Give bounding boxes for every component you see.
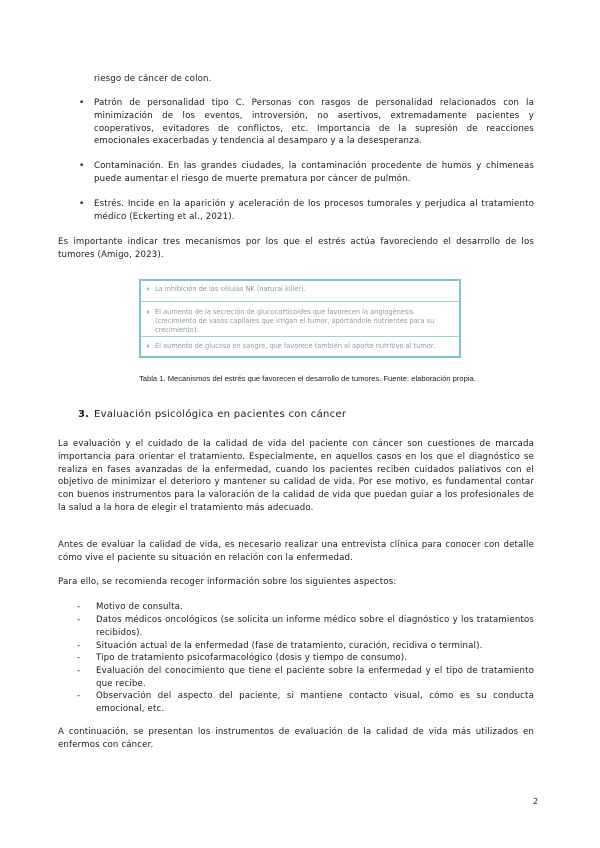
- dash-item-observacion: Observación del aspecto del paciente, si mantiene contacto visual, cómo es su conducta emocional, etc.: [96, 691, 534, 714]
- triangle-bullet-icon: [147, 344, 150, 348]
- table-row: [141, 302, 459, 336]
- paragraph-aspectos: Para ello, se recomienda recoger información sobre los siguientes aspectos:: [58, 577, 397, 587]
- dash-item-evaluacion: Evaluación del conocimiento que tiene el paciente sobre la enfermedad y el tipo de tratamiento que recibe.: [96, 666, 534, 689]
- bullet-item-personalidad: Patrón de personalidad tipo C. Personas con rasgos de personalidad relacionados con la minimización de los eventos, introversión, no asertivos, extremadamente pacientes y cooperativos, evitadores de conflictos, etc. Importancia de la supresión de reacciones emocionales exacerbadas y tendencia al desamparo y a la desesperanza.: [94, 98, 534, 147]
- table-row: [141, 281, 459, 299]
- section-title: Evaluación psicológica en pacientes con cáncer: [94, 409, 347, 420]
- dash-marker: -: [77, 602, 81, 612]
- bullet-item-estres: Estrés. Incide en la aparición y aceleración de los procesos tumorales y perjudica al tratamiento médico (Eckerting et al., 2021).: [94, 199, 534, 222]
- triangle-bullet-icon: [147, 310, 150, 314]
- mechanisms-table: [139, 279, 461, 358]
- bullet-item-contaminacion: Contaminación. En las grandes ciudades, la contaminación procedente de humos y chimeneas puede aumentar el riesgo de muerte prematura por cáncer de pulmón.: [94, 161, 534, 184]
- dash-marker: -: [77, 653, 81, 663]
- triangle-bullet-icon: [147, 287, 150, 291]
- table-caption: Tabla 1. Mecanismos del estrés que favorecen el desarrollo de tumores. Fuente: elaboración propia.: [139, 374, 476, 383]
- dash-marker: -: [77, 641, 81, 651]
- dash-item-motivo: Motivo de consulta.: [96, 602, 183, 612]
- dash-marker: -: [77, 666, 81, 676]
- bullet-continuation-text: riesgo de cáncer de colon.: [94, 74, 212, 84]
- closing-paragraph: A continuación, se presentan los instrumentos de evaluación de la calidad de vida más utilizados en enfermos con cáncer.: [58, 727, 534, 750]
- section-number: 3.: [78, 409, 89, 420]
- paragraph-entrevista: Antes de evaluar la calidad de vida, es necesario realizar una entrevista clínica para conocer con detalle cómo vive el paciente su situación en relación con la enfermedad.: [58, 540, 534, 563]
- bullet-dot-icon: •: [79, 199, 85, 209]
- paragraph-calidad-vida: La evaluación y el cuidado de la calidad de vida del paciente con cáncer son cuestiones de marcada importancia para orientar el tratamiento. Especialmente, en aquellos casos en los que el diagnóstico se realiza en fases avanzadas de la enfermedad, cuando los pacientes reciben cuidados paliativos con el objetivo de minimizar el deterioro y mantener su calidad de vida. Por ese motivo, es fundamental contar con buenos instrumentos para la valoración de la calidad de vida que puedan guiar a los profesionales de la salud a la hora de elegir el tratamiento más adecuado.: [58, 439, 534, 513]
- bullet-dot-icon: •: [79, 98, 85, 108]
- dash-item-situacion: Situación actual de la enfermedad (fase de tratamiento, curación, recidiva o terminal).: [96, 641, 483, 651]
- page-number: 2: [533, 797, 539, 806]
- dash-marker: -: [77, 615, 81, 625]
- bullet-dot-icon: •: [79, 161, 85, 171]
- dash-item-datos: Datos médicos oncológicos (se solicita un informe médico sobre el diagnóstico y los tratamientos recibidos).: [96, 615, 534, 638]
- table-row: [141, 337, 459, 356]
- table-cell: El aumento de la secreción de glucocorticoides que favorecen la angiogénesis (crecimiento de vasos capilares que irrigan el tumor, aportándole nutrientes para su crecimiento).: [155, 308, 435, 334]
- dash-marker: -: [77, 691, 81, 701]
- table-cell: El aumento de glucosa en sangre, que favorece también al aporte nutritivo al tumor.: [155, 342, 436, 350]
- dash-item-tipo: Tipo de tratamiento psicofarmacológico (dosis y tiempo de consumo).: [96, 653, 408, 663]
- intro-paragraph: Es importante indicar tres mecanismos por los que el estrés actúa favoreciendo el desarrollo de los tumores (Amigo, 2023).: [58, 237, 534, 260]
- table-cell: La inhibición de las células NK (natural killer).: [155, 285, 306, 293]
